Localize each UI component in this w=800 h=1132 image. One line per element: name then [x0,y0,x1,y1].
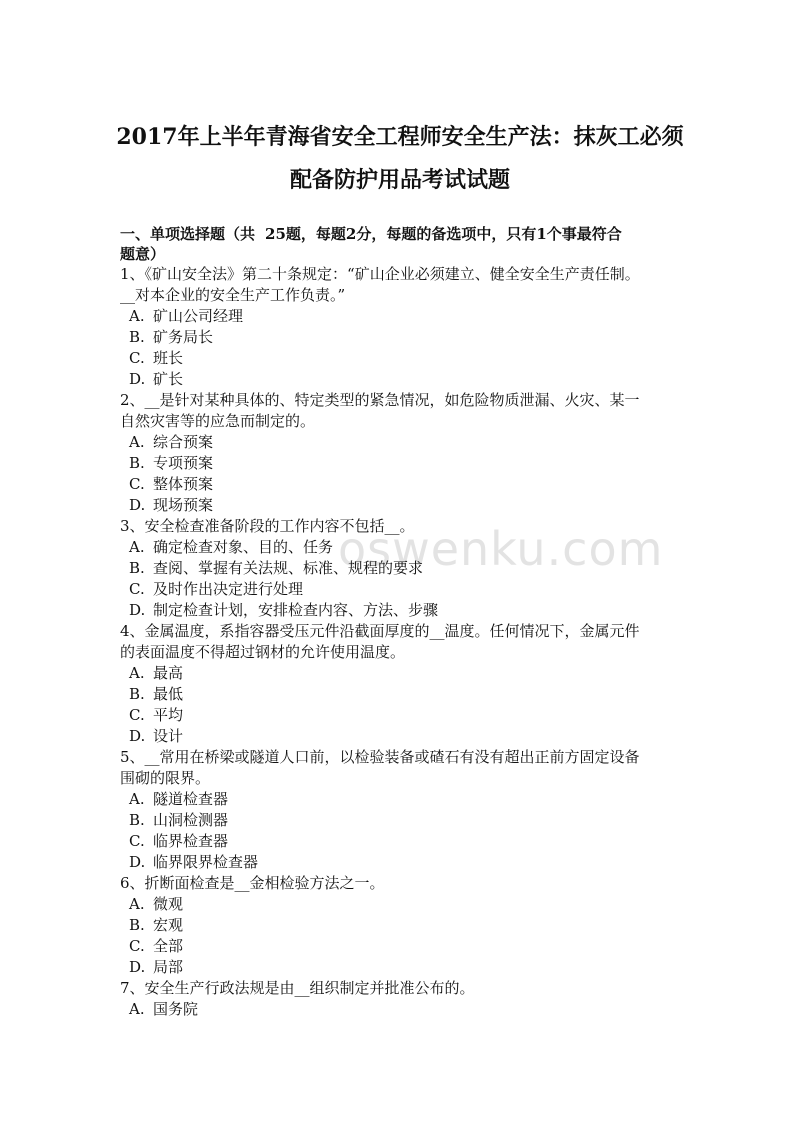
option-letter: D. [129,853,146,871]
question-3 [120,516,692,621]
answer-option [120,810,692,831]
option-text: 宏观 [153,916,184,934]
option-letter: B. [129,811,145,829]
option-letter: B. [129,328,145,346]
option-letter: B. [129,916,145,934]
option-text: 局部 [153,958,184,976]
answer-option [120,474,692,495]
option-letter: A. [129,433,145,451]
option-text: 矿务局长 [153,328,214,346]
answer-option [120,453,692,474]
option-text: 临界限界检查器 [153,853,259,871]
document-title-line-1: 2017年上半年青海省安全工程师安全生产法：抹灰工必须 [116,124,684,150]
option-letter: D. [129,370,146,388]
option-letter: A. [129,895,145,913]
answer-option [120,306,692,327]
section-heading-line-2: 题意） [120,245,166,263]
question-text-line: 7、安全生产行政法规是由__组织制定并批准公布的。 [120,979,475,997]
option-text: 临界检查器 [153,832,229,850]
question-text-line: 2、__是针对某种具体的、特定类型的紧急情况，如危险物质泄漏、火灾、某一 [120,391,640,409]
option-letter: C. [129,937,145,955]
option-letter: B. [129,685,145,703]
option-letter: A. [129,538,145,556]
option-text: 综合预案 [153,433,214,451]
option-text: 整体预案 [153,475,214,493]
option-letter: A. [129,790,145,808]
question-text-line: 围砌的限界。 [120,769,211,787]
option-letter: D. [129,958,146,976]
answer-option [120,789,692,810]
option-text: 班长 [153,349,184,367]
section-heading-part-a: 一、单项选择题（共 [120,225,256,243]
option-text: 山洞检测器 [153,811,229,829]
answer-option [120,999,692,1020]
option-text: 矿长 [153,370,184,388]
question-list [120,264,692,1020]
answer-option [120,894,692,915]
option-text: 全部 [153,937,184,955]
option-letter: A. [129,664,145,682]
option-letter: C. [129,706,145,724]
section-heading-part-b: 25题，每题2分，每题的备选项中，只有1个事最符合 [265,225,622,243]
watermark: oswenku.com [338,522,664,576]
option-letter: B. [129,559,145,577]
answer-option [120,915,692,936]
option-letter: A. [129,1000,145,1018]
answer-option [120,684,692,705]
answer-option [120,936,692,957]
option-letter: C. [129,580,145,598]
option-text: 设计 [153,727,184,745]
question-text-line: 1、《矿山安全法》第二十条规定：“矿山企业必须建立、健全安全生产责任制。 [120,265,640,283]
answer-option [120,663,692,684]
answer-option [120,852,692,873]
option-text: 平均 [153,706,184,724]
option-letter: C. [129,349,145,367]
answer-option [120,705,692,726]
option-text: 最高 [153,664,184,682]
option-text: 现场预案 [153,496,214,514]
question-2 [120,390,692,516]
question-6 [120,873,692,978]
option-letter: A. [129,307,145,325]
option-letter: D. [129,496,146,514]
option-text: 专项预案 [153,454,214,472]
answer-option [120,369,692,390]
question-text-line: __对本企业的安全生产工作负责。” [120,286,346,304]
question-4 [120,621,692,747]
answer-option [120,957,692,978]
option-text: 查阅、掌握有关法规、标准、规程的要求 [153,559,424,577]
answer-option [120,432,692,453]
question-text-line: 5、__常用在桥梁或隧道人口前，以检验装备或碴石有没有超出正前方固定设备 [120,748,640,766]
answer-option [120,348,692,369]
option-text: 微观 [153,895,184,913]
question-text-line: 自然灾害等的应急而制定的。 [120,412,316,430]
option-letter: B. [129,454,145,472]
option-letter: C. [129,832,145,850]
question-text-line: 3、安全检查准备阶段的工作内容不包括__。 [120,517,415,535]
answer-option [120,579,692,600]
option-letter: D. [129,601,146,619]
section-heading-line-1 [120,224,688,244]
option-text: 确定检查对象、目的、任务 [153,538,334,556]
section-heading [120,224,688,264]
question-1 [120,264,692,390]
question-text-line: 4、金属温度，系指容器受压元件沿截面厚度的__温度。任何情况下，金属元件 [120,622,640,640]
answer-option [120,495,692,516]
answer-option [120,537,692,558]
answer-option [120,327,692,348]
option-text: 制定检查计划，安排检查内容、方法、步骤 [153,601,439,619]
answer-option [120,558,692,579]
option-letter: D. [129,727,146,745]
question-5 [120,747,692,873]
question-text-line: 的表面温度不得超过钢材的允许使用温度。 [120,643,406,661]
option-text: 隧道检查器 [153,790,229,808]
option-letter: C. [129,475,145,493]
document-title-line-2: 配备防护用品考试试题 [289,167,510,193]
answer-option [120,600,692,621]
option-text: 及时作出决定进行处理 [153,580,304,598]
option-text: 国务院 [153,1000,199,1018]
option-text: 最低 [153,685,184,703]
option-text: 矿山公司经理 [153,307,244,325]
answer-option [120,831,692,852]
answer-option [120,726,692,747]
question-text-line: 6、折断面检查是__金相检验方法之一。 [120,874,385,892]
question-7 [120,978,692,1020]
